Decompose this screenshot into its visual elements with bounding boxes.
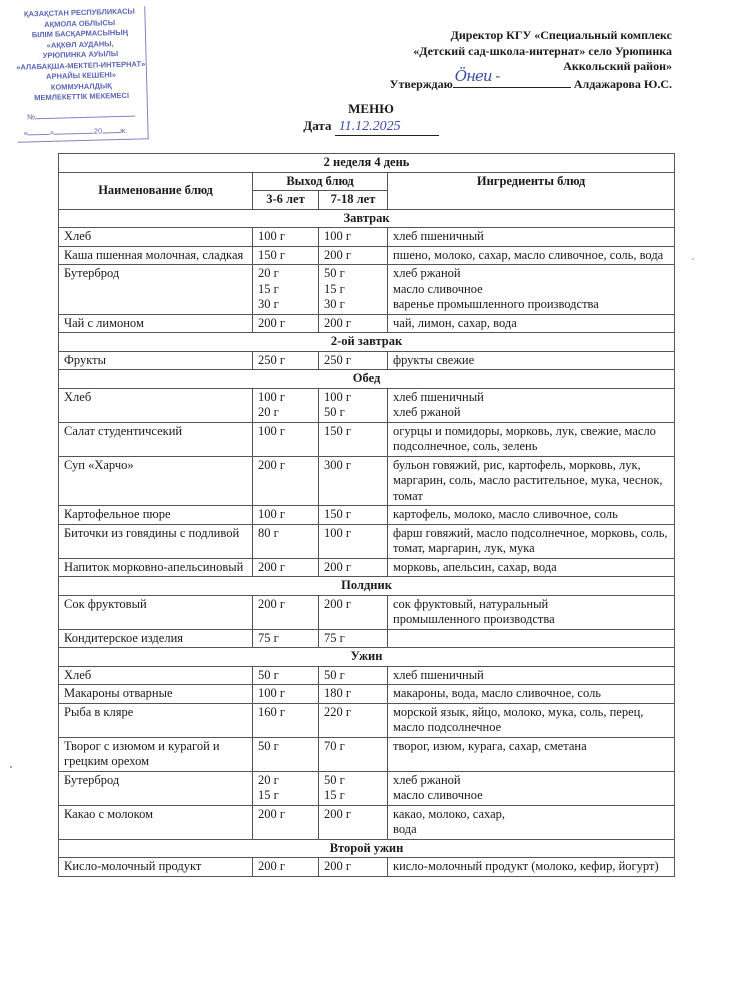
ingredients-line: масло сливочное	[393, 281, 483, 296]
ingredients-line: бульон говяжий, рис, картофель, морковь, лук, маргарин, соль, масло растительное, мука, чеснок, томат	[393, 457, 663, 503]
qty-young-line: 250 г	[258, 352, 286, 367]
qty-young-line: 100 г	[258, 686, 286, 700]
qty-young-line: 200 г	[258, 806, 286, 821]
dish-name: Фрукты	[59, 351, 253, 370]
date-row	[10, 118, 732, 136]
ingredients	[388, 737, 675, 771]
qty-old-line: 50 г	[324, 667, 345, 682]
qty-old	[319, 666, 388, 685]
qty-old-line: 200 г	[324, 596, 352, 611]
dish-name: Рыба в кляре	[59, 703, 253, 737]
stamp-year-prefix: 20	[93, 126, 103, 136]
stamp-date-close-quote: »	[49, 127, 54, 137]
approval-line-2: «Детский сад-школа-интернат» село Урюпинка	[413, 43, 672, 58]
ingredients	[388, 703, 675, 737]
qty-young	[253, 685, 319, 704]
menu-table	[58, 153, 675, 877]
approval-line-1: Директор КГУ «Специальный комплекс	[450, 28, 672, 42]
ingredients	[388, 771, 675, 805]
ingredients	[388, 506, 675, 525]
table-row	[59, 506, 675, 525]
column-header-ingredients: Ингредиенты блюд	[388, 172, 675, 209]
stamp-line: МЕМЛЕКЕТТІК МЕКЕМЕСІ	[34, 90, 130, 103]
table-row	[59, 737, 675, 771]
qty-young-line: 200 г	[258, 559, 286, 574]
signature-line	[453, 66, 571, 88]
qty-old-line: 300 г	[324, 457, 352, 472]
section-row	[59, 839, 675, 858]
qty-old	[319, 524, 388, 558]
dish-name: Кисло-молочный продукт	[59, 858, 253, 877]
ingredients-line: картофель, молоко, масло сливочное, соль	[393, 507, 618, 521]
dish-name: Сок фруктовый	[59, 595, 253, 629]
qty-old-line: 70 г	[324, 738, 345, 753]
qty-old	[319, 228, 388, 247]
signature: Ӧнеи -	[454, 66, 500, 85]
qty-old-line: 50 г	[324, 266, 345, 280]
qty-old-line: 180 г	[324, 686, 352, 700]
qty-young	[253, 666, 319, 685]
qty-old	[319, 456, 388, 506]
qty-old	[319, 506, 388, 525]
title-block	[0, 101, 732, 136]
table-row	[59, 558, 675, 577]
qty-young	[253, 351, 319, 370]
approve-label: Утверждаю	[389, 76, 453, 91]
qty-old-line: 220 г	[324, 704, 352, 719]
date-label: Дата	[303, 118, 332, 133]
table-row	[59, 524, 675, 558]
qty-old	[319, 246, 388, 265]
qty-old	[319, 737, 388, 771]
ingredients-line: морской язык, яйцо, молоко, мука, соль, перец, масло подсолнечное	[393, 704, 644, 734]
column-header-age-old: 7-18 лет	[319, 191, 388, 210]
qty-young	[253, 422, 319, 456]
qty-young	[253, 456, 319, 506]
ingredients	[388, 314, 675, 333]
qty-young	[253, 524, 319, 558]
qty-old	[319, 685, 388, 704]
ingredients-line	[393, 631, 669, 647]
qty-young	[253, 703, 319, 737]
qty-young	[253, 629, 319, 648]
ingredients-line: хлеб пшеничный	[393, 389, 484, 404]
qty-old-line: 100 г	[324, 229, 352, 243]
section-row	[59, 333, 675, 352]
dish-name: Макароны отварные	[59, 685, 253, 704]
table-row	[59, 595, 675, 629]
section-title: 2-ой завтрак	[59, 333, 675, 352]
dish-name: Чай с лимоном	[59, 314, 253, 333]
ingredients	[388, 422, 675, 456]
table-row	[59, 805, 675, 839]
ingredients-line: чай, лимон, сахар, вода	[393, 315, 517, 330]
table-row	[59, 858, 675, 877]
ingredients	[388, 265, 675, 315]
table-row	[59, 228, 675, 247]
ingredients-line: сок фруктовый, натуральный	[393, 596, 549, 611]
stamp-line: «АҚКӨЛ АУДАНЫ,	[46, 38, 114, 50]
qty-young-line: 160 г	[258, 704, 286, 719]
ingredients-line: творог, изюм, курага, сахар, сметана	[393, 738, 587, 753]
qty-young-line: 100 г	[258, 507, 286, 521]
qty-young-line: 30 г	[258, 297, 279, 311]
qty-young-line: 150 г	[258, 247, 286, 262]
qty-young	[253, 506, 319, 525]
stamp-line: БІЛІМ БАСҚАРМАСЫНЫҢ	[31, 27, 129, 40]
qty-young	[253, 805, 319, 839]
table-row	[59, 265, 675, 315]
ingredients-line: какао, молоко, сахар,	[393, 806, 506, 821]
section-title: Обед	[59, 370, 675, 389]
ingredients-line: вода	[393, 822, 417, 836]
ingredients	[388, 228, 675, 247]
ingredients	[388, 351, 675, 370]
section-title: Второй ужин	[59, 839, 675, 858]
qty-old	[319, 314, 388, 333]
stamp-line: «АЛАБАҚША-МЕКТЕП-ИНТЕРНАТ»	[16, 58, 146, 72]
qty-old-line: 200 г	[324, 806, 352, 821]
stamp-line: УРЮПИНКА АУЫЛЫ	[42, 49, 119, 61]
table-row	[59, 388, 675, 422]
table-row	[59, 771, 675, 805]
section-title: Ужин	[59, 648, 675, 667]
period-header: 2 неделя 4 день	[59, 154, 675, 173]
column-header-dish: Наименование блюд	[59, 172, 253, 209]
dish-name: Хлеб	[59, 666, 253, 685]
ingredients	[388, 629, 675, 648]
approval-line-3: Аккольский район»	[563, 59, 672, 73]
qty-old	[319, 629, 388, 648]
stamp-line: АРНАЙЫ КЕШЕНІ»	[45, 70, 117, 81]
ingredients-line: морковь, апельсин, сахар, вода	[393, 559, 557, 574]
table-row	[59, 351, 675, 370]
qty-young	[253, 388, 319, 422]
qty-old-line: 100 г	[324, 389, 352, 404]
ingredients-line: хлеб пшеничный	[393, 667, 484, 682]
stamp-line: КОММУНАЛДЫҚ	[50, 80, 112, 92]
qty-young-line: 20 г	[258, 772, 279, 787]
ingredients-line: кисло-молочный продукт (молоко, кефир, йогурт)	[393, 859, 659, 873]
table-row	[59, 456, 675, 506]
dish-name: Какао с молоком	[59, 805, 253, 839]
dish-name: Творог с изюмом и курагой и грецким орехом	[59, 737, 253, 771]
stamp-line: ҚАЗАҚСТАН РЕСПУБЛИКАСЫ	[23, 6, 135, 19]
qty-old-line: 150 г	[324, 423, 352, 438]
qty-young-line: 100 г	[258, 389, 286, 404]
table-row	[59, 629, 675, 648]
table-row	[59, 246, 675, 265]
menu-body	[59, 209, 675, 876]
ingredients	[388, 858, 675, 877]
approval-block	[390, 28, 672, 92]
ingredients-line: огурцы и помидоры, морковь, лук, свежие, масло подсолнечное, соль, зелень	[393, 423, 656, 453]
ingredients-line: хлеб ржаной	[393, 772, 461, 787]
section-row	[59, 209, 675, 228]
dish-name: Напиток морковно-апельсиновый	[59, 558, 253, 577]
qty-young-line: 200 г	[258, 596, 286, 611]
column-header-row	[59, 172, 675, 191]
qty-old-line: 50 г	[324, 772, 345, 787]
qty-young-line: 20 г	[258, 266, 279, 280]
period-row	[59, 154, 675, 173]
scan-speck	[10, 766, 12, 768]
column-header-age-young: 3-6 лет	[253, 191, 319, 210]
stamp-text	[14, 6, 146, 104]
qty-old-line: 15 г	[324, 281, 345, 296]
ingredients-line: хлеб ржаной	[393, 405, 461, 419]
qty-old-line: 200 г	[324, 559, 352, 574]
signer-name: Алдажарова Ю.С.	[573, 76, 672, 91]
ingredients-line: пшено, молоко, сахар, масло сливочное, соль, вода	[393, 247, 664, 262]
qty-young-line: 20 г	[258, 405, 279, 419]
qty-old	[319, 422, 388, 456]
qty-old	[319, 703, 388, 737]
dish-name: Кондитерское изделия	[59, 629, 253, 648]
dish-name: Хлеб	[59, 388, 253, 422]
qty-old-line: 75 г	[324, 630, 345, 645]
dish-name: Салат студентичсекий	[59, 422, 253, 456]
ingredients	[388, 558, 675, 577]
qty-old	[319, 595, 388, 629]
qty-young	[253, 228, 319, 247]
dish-name: Суп «Харчо»	[59, 456, 253, 506]
qty-old	[319, 351, 388, 370]
table-row	[59, 703, 675, 737]
qty-young	[253, 246, 319, 265]
ingredients-line: хлеб пшеничный	[393, 229, 484, 243]
date-value: 11.12.2025	[335, 119, 439, 136]
qty-young-line: 100 г	[258, 423, 286, 438]
ingredients-line: хлеб ржаной	[393, 266, 461, 280]
section-title: Завтрак	[59, 209, 675, 228]
qty-old-line: 250 г	[324, 352, 352, 367]
qty-old	[319, 388, 388, 422]
ingredients-line: масло сливочное	[393, 788, 483, 802]
ingredients	[388, 524, 675, 558]
qty-young-line: 80 г	[258, 525, 279, 540]
qty-old-line: 30 г	[324, 297, 345, 311]
qty-young	[253, 771, 319, 805]
section-title: Полдник	[59, 577, 675, 596]
section-row	[59, 648, 675, 667]
stamp-line: АҚМОЛА ОБЛЫСЫ	[44, 17, 116, 29]
ingredients	[388, 246, 675, 265]
ingredients	[388, 456, 675, 506]
qty-young-line: 15 г	[258, 788, 279, 802]
qty-old-line: 200 г	[324, 859, 352, 873]
dish-name: Бутерброд	[59, 771, 253, 805]
dish-name: Каша пшенная молочная, сладкая	[59, 246, 253, 265]
qty-old-line: 100 г	[324, 525, 352, 540]
ingredients-line: варенье промышленного производства	[393, 297, 599, 311]
ingredients	[388, 388, 675, 422]
ingredients-line: фарш говяжий, масло подсолнечное, морковь, соль, томат, маргарин, лук, мука	[393, 525, 668, 555]
qty-old	[319, 558, 388, 577]
qty-young	[253, 858, 319, 877]
table-row	[59, 422, 675, 456]
qty-young	[253, 265, 319, 315]
qty-old	[319, 858, 388, 877]
section-row	[59, 370, 675, 389]
qty-young-line: 200 г	[258, 315, 286, 330]
qty-young	[253, 595, 319, 629]
ingredients-line: промышленного производства	[393, 612, 555, 626]
stamp-year-suffix: ж.	[120, 125, 128, 136]
section-row	[59, 577, 675, 596]
ingredients	[388, 666, 675, 685]
scan-speck	[692, 258, 694, 260]
qty-young-line: 50 г	[258, 667, 279, 682]
dish-name: Хлеб	[59, 228, 253, 247]
dish-name: Бутерброд	[59, 265, 253, 315]
qty-old	[319, 265, 388, 315]
dish-name: Биточки из говядины с подливой	[59, 524, 253, 558]
dish-name: Картофельное пюре	[59, 506, 253, 525]
column-header-output: Выход блюд	[253, 172, 388, 191]
qty-young-line: 75 г	[258, 630, 279, 645]
qty-young	[253, 314, 319, 333]
table-row	[59, 666, 675, 685]
qty-young	[253, 558, 319, 577]
qty-young-line: 200 г	[258, 457, 286, 472]
qty-young-line: 15 г	[258, 281, 279, 296]
qty-old	[319, 805, 388, 839]
qty-old-line: 200 г	[324, 247, 352, 262]
qty-young-line: 100 г	[258, 229, 286, 243]
qty-young	[253, 737, 319, 771]
qty-old-line: 15 г	[324, 788, 345, 802]
ingredients-line: макароны, вода, масло сливочное, соль	[393, 686, 602, 700]
qty-old-line: 150 г	[324, 507, 352, 521]
ingredients-line: фрукты свежие	[393, 352, 475, 367]
qty-young-line: 200 г	[258, 859, 286, 873]
stamp-date-open-quote: «	[23, 128, 28, 138]
ingredients	[388, 595, 675, 629]
qty-old	[319, 771, 388, 805]
table-row	[59, 314, 675, 333]
table-row	[59, 685, 675, 704]
ingredients	[388, 685, 675, 704]
ingredients	[388, 805, 675, 839]
qty-old-line: 50 г	[324, 405, 345, 419]
page-title: МЕНЮ	[348, 101, 394, 116]
qty-old-line: 200 г	[324, 315, 352, 330]
qty-young-line: 50 г	[258, 738, 279, 753]
stamp-number-label: №	[26, 111, 36, 121]
